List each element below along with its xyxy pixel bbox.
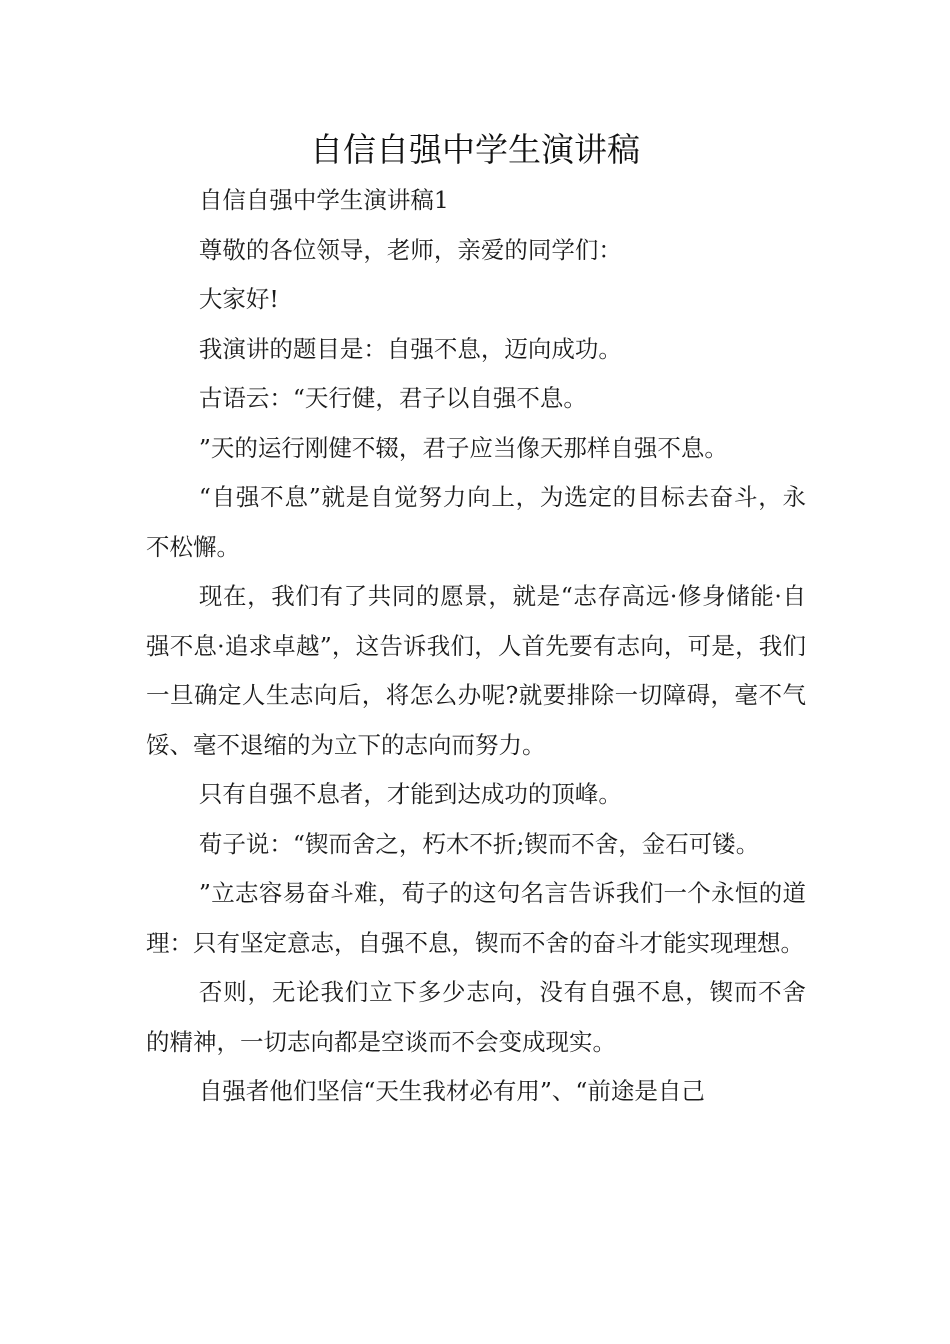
paragraph-xunzi-quote: 荀子说：“锲而舍之，朽木不折;锲而不舍，金石可镂。: [198, 829, 760, 858]
document-body: [146, 176, 806, 1117]
paragraph-topic: 我演讲的题目是：自强不息，迈向成功。: [198, 334, 622, 363]
paragraph-summit: 只有自强不息者，才能到达成功的顶峰。: [198, 780, 622, 808]
document-title: 自信自强中学生演讲稿: [310, 130, 640, 169]
paragraph-greeting: 大家好!: [198, 285, 279, 313]
paragraph-belief: 自强者他们坚信“天生我材必有用”、“前途是自己: [198, 1077, 705, 1105]
paragraph-otherwise: 否则，无论我们立下多少志向，没有自强不息，锲而不舍的精神，一切志向都是空谈而不会变成现实。: [146, 978, 806, 1056]
paragraph-quote-intro: 古语云：“天行健，君子以自强不息。: [198, 384, 587, 412]
paragraph-quote-explanation: ”天的运行刚健不辍，君子应当像天那样自强不息。: [198, 433, 728, 462]
paragraph-salutation: 尊敬的各位领导，老师，亲爱的同学们：: [198, 235, 622, 264]
paragraph-vision: 现在，我们有了共同的愿景，就是“志存高远·修身储能·自强不息·追求卓越”，这告诉我们，人首先要有志向，可是，我们一旦确定人生志向后，将怎么办呢?就要排除一切障碍，毫不气馁、毫不退缩的为立下的志向而努力。: [146, 582, 807, 759]
paragraph-definition: “自强不息”就是自觉努力向上，为选定的目标去奋斗，永不松懈。: [146, 483, 806, 561]
paragraph-xunzi-meaning: ”立志容易奋斗难，荀子的这句名言告诉我们一个永恒的道理：只有坚定意志，自强不息，锲而不舍的奋斗才能实现理想。: [146, 879, 806, 957]
paragraph-subtitle: 自信自强中学生演讲稿1: [198, 186, 449, 214]
